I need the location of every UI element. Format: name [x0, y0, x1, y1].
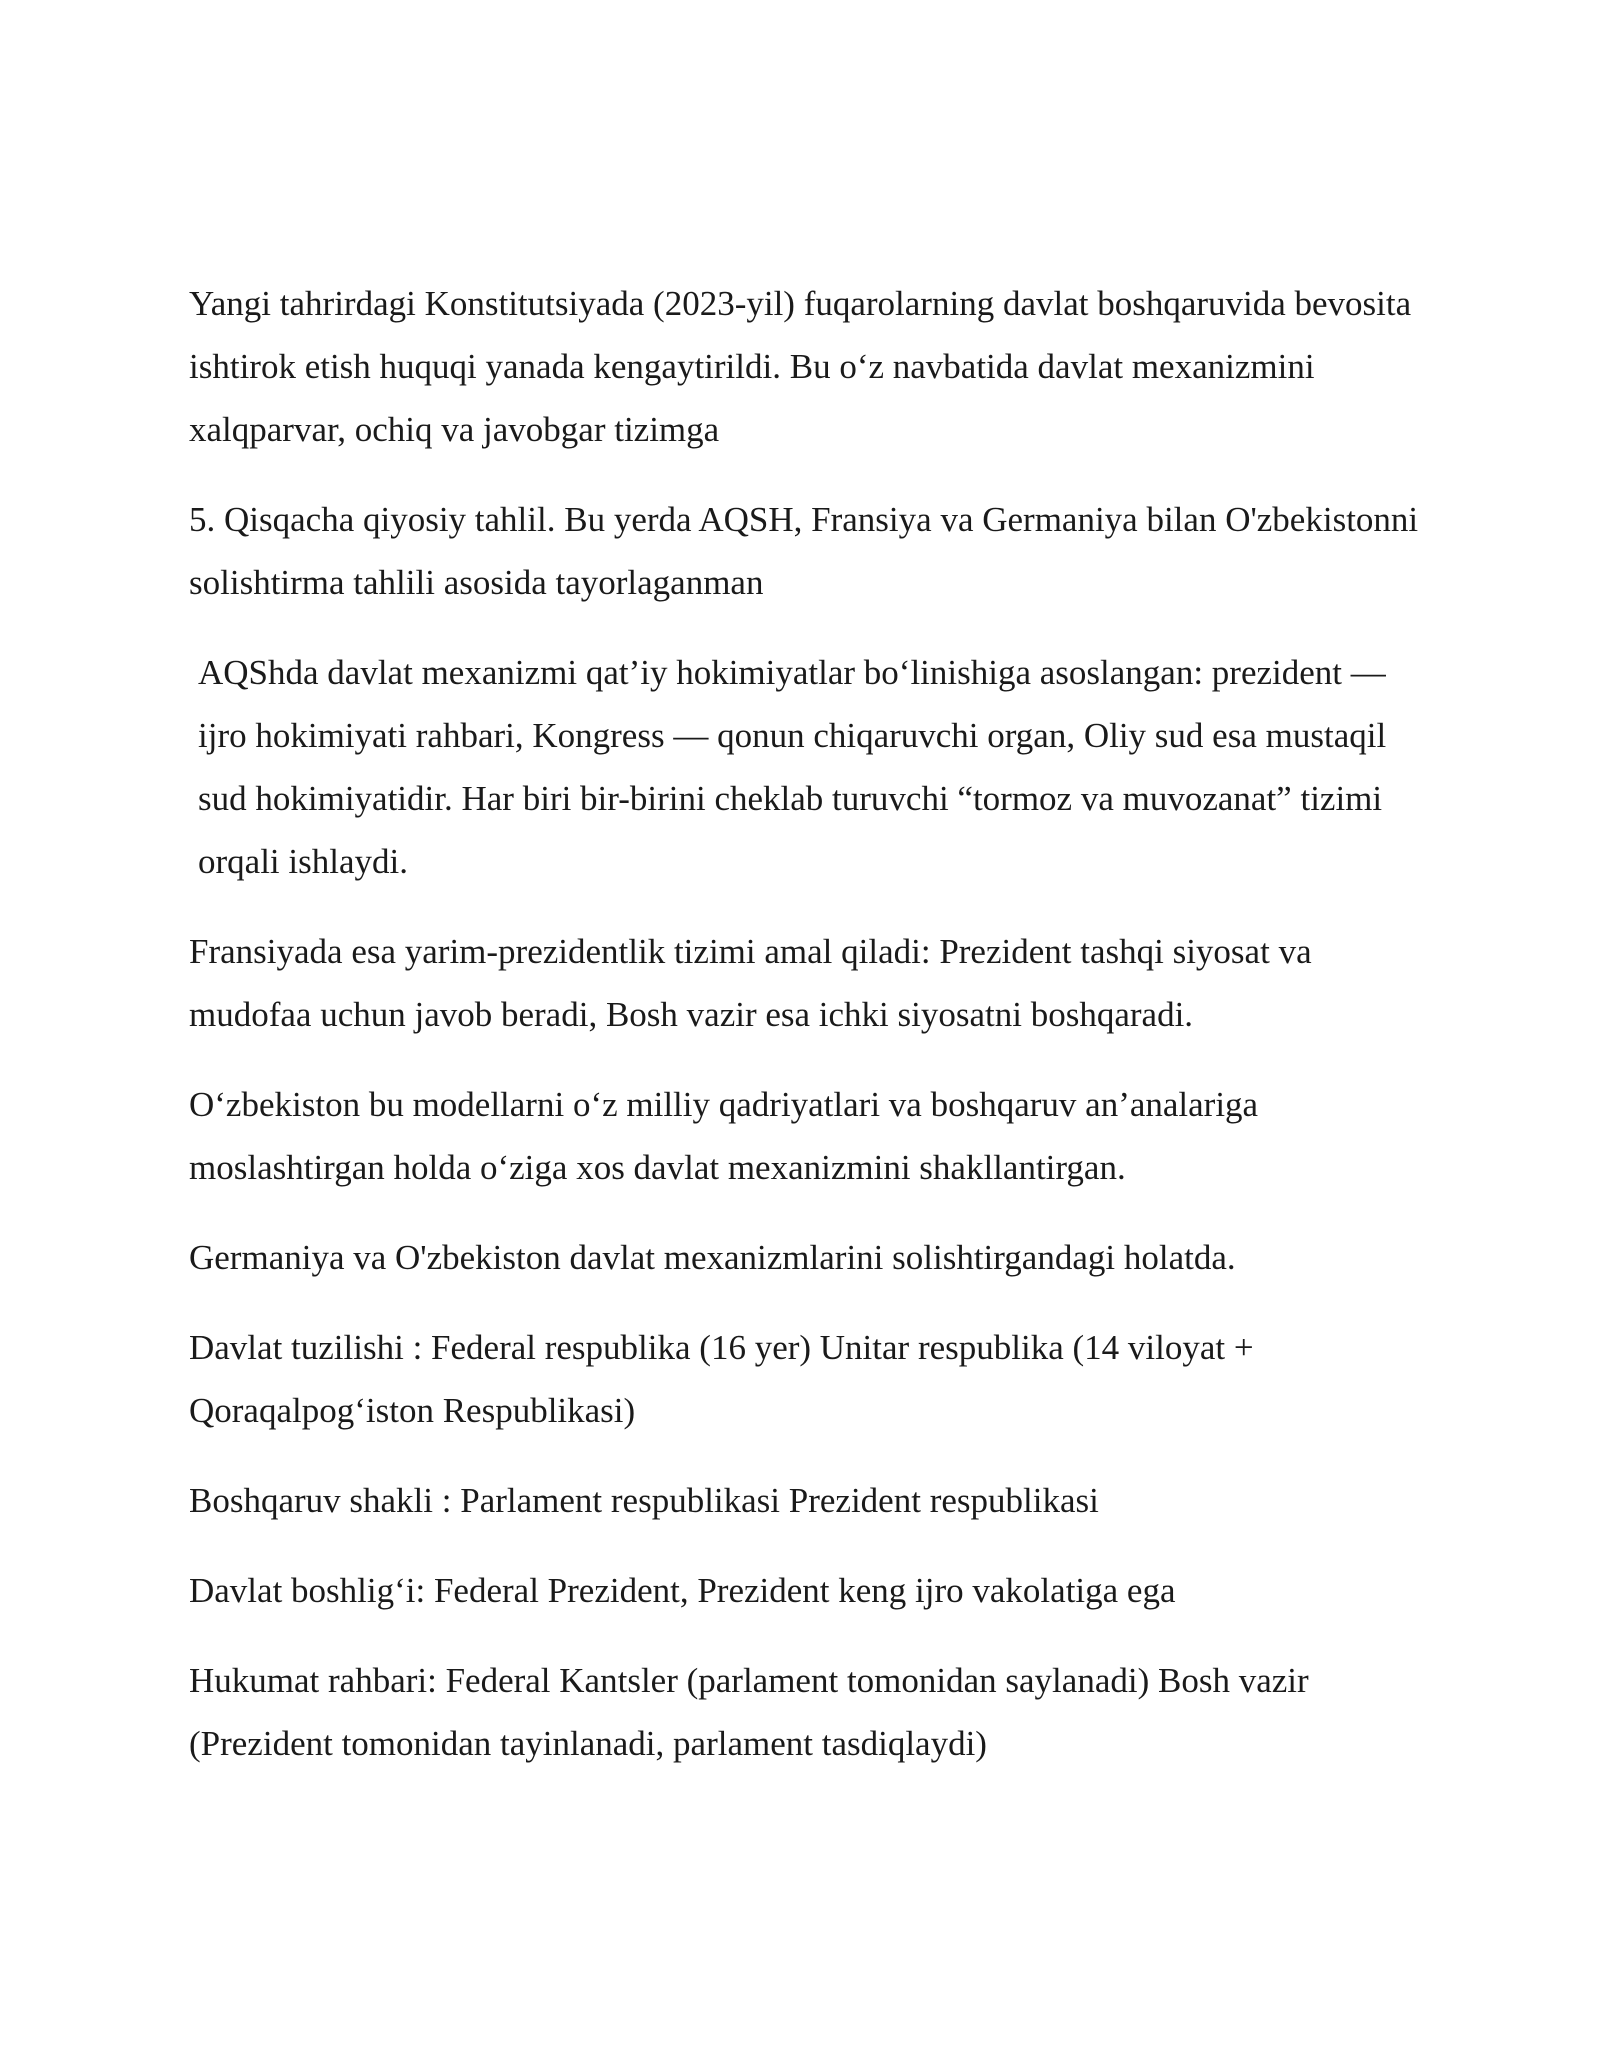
paragraph-head-of-government: Hukumat rahbari: Federal Kantsler (parlament tomonidan saylanadi) Bosh vazir (Prezident tomonidan tayinlanadi, parlament tasdiqlaydi)	[189, 1661, 1309, 1763]
paragraph-comparative-analysis: 5. Qisqacha qiyosiy tahlil. Bu yerda AQSH, Fransiya va Germaniya bilan O'zbekistonni solishtirma tahlili asosida tayorlaganman	[189, 500, 1419, 602]
paragraph-france: Fransiyada esa yarim-prezidentlik tizimi amal qiladi: Prezident tashqi siyosat va mudofaa uchun javob beradi, Bosh vazir esa ichki siyosatni boshqaradi.	[189, 932, 1312, 1034]
paragraph-germany-comparison: Germaniya va O'zbekiston davlat mexanizmlarini solishtirgandagi holatda.	[189, 1238, 1236, 1277]
paragraph-constitution: Yangi tahrirdagi Konstitutsiyada (2023-yil) fuqarolarning davlat boshqaruvida bevosita ishtirok etish huquqi yanada kengaytirildi. Bu o‘z navbatida davlat mexanizmini xalqparvar, ochiq va javobgar tizimga	[189, 284, 1412, 449]
paragraph-usa: AQShda davlat mexanizmi qat’iy hokimiyatlar bo‘linishiga asoslangan: prezident — ijro hokimiyati rahbari, Kongress — qonun chiqaruvchi organ, Oliy sud esa mustaqil sud hokimiyatidir. Har biri bir-birini cheklab turuvchi “tormoz va muvozanat” tizimi orqali ishlaydi.	[198, 653, 1387, 881]
paragraph-head-of-state: Davlat boshlig‘i: Federal Prezident, Prezident keng ijro vakolatiga ega	[189, 1571, 1176, 1610]
paragraph-state-structure: Davlat tuzilishi : Federal respublika (16 yer) Unitar respublika (14 viloyat + Qoraqalpog‘iston Respublikasi)	[189, 1328, 1254, 1430]
paragraph-uzbekistan: O‘zbekiston bu modellarni o‘z milliy qadriyatlari va boshqaruv an’analariga moslashtirgan holda o‘ziga xos davlat mexanizmini shakllantirgan.	[189, 1085, 1259, 1187]
document-body	[189, 272, 1419, 1802]
paragraph-government-form: Boshqaruv shakli : Parlament respublikasi Prezident respublikasi	[189, 1481, 1099, 1520]
